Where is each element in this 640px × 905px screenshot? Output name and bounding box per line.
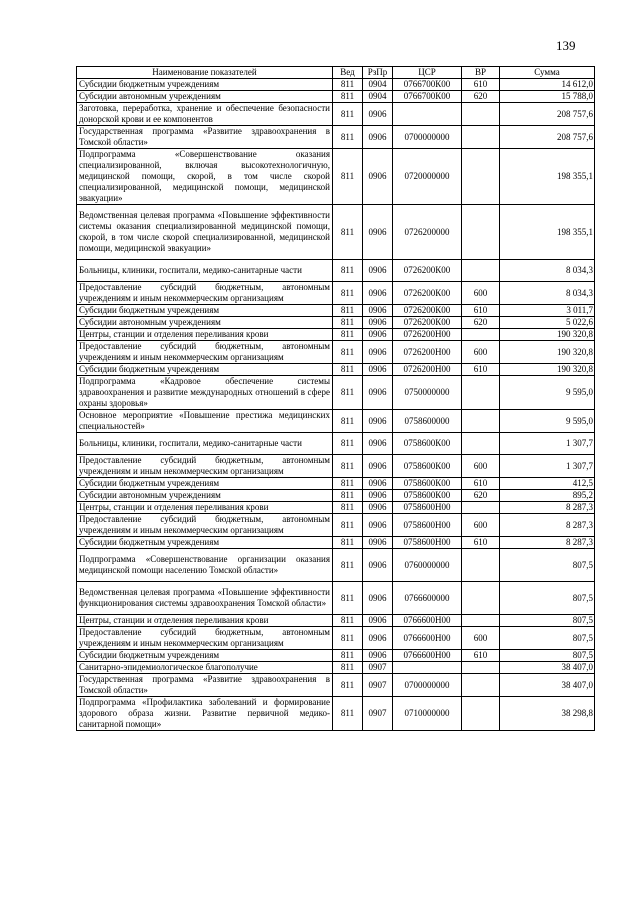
cell-name: Субсидии бюджетным учреждениям (77, 650, 333, 662)
table-row (77, 478, 595, 490)
cell-name: Центры, станции и отделения переливания крови (77, 329, 333, 341)
table-row (77, 341, 595, 364)
table-row (77, 662, 595, 674)
cell-rzpr: 0906 (363, 149, 393, 205)
header-csr: ЦСР (393, 67, 462, 79)
cell-vr (462, 376, 500, 410)
cell-ved: 811 (333, 205, 363, 260)
table-row (77, 260, 595, 282)
cell-ved: 811 (333, 103, 363, 126)
cell-vr: 610 (462, 79, 500, 91)
cell-csr: 0766600000 (393, 582, 462, 615)
table-row (77, 410, 595, 433)
cell-name: Субсидии автономным учреждениям (77, 91, 333, 103)
table-row (77, 364, 595, 376)
page-number: 139 (556, 38, 576, 53)
cell-rzpr: 0906 (363, 627, 393, 650)
table-row (77, 615, 595, 627)
cell-rzpr: 0906 (363, 103, 393, 126)
cell-rzpr: 0906 (363, 537, 393, 549)
cell-rzpr: 0906 (363, 549, 393, 582)
cell-csr (393, 662, 462, 674)
table-row (77, 317, 595, 329)
cell-vr (462, 615, 500, 627)
cell-name: Подпрограмма «Кадровое обеспечение системы здравоохранения и развитие международных отношений в сфере охраны здоровья» (77, 376, 333, 410)
cell-sum: 38 298,8 (500, 697, 595, 731)
cell-rzpr: 0906 (363, 478, 393, 490)
cell-name: Субсидии автономным учреждениям (77, 317, 333, 329)
cell-name: Подпрограмма «Совершенствование организации оказания медицинской помощи населению Томской области» (77, 549, 333, 582)
cell-ved: 811 (333, 514, 363, 537)
cell-ved: 811 (333, 455, 363, 478)
cell-sum: 15 788,0 (500, 91, 595, 103)
cell-name: Субсидии бюджетным учреждениям (77, 364, 333, 376)
cell-vr (462, 410, 500, 433)
header-vr: ВР (462, 67, 500, 79)
cell-ved: 811 (333, 91, 363, 103)
cell-vr: 600 (462, 627, 500, 650)
table-row (77, 549, 595, 582)
cell-csr: 0758600000 (393, 410, 462, 433)
cell-vr: 600 (462, 341, 500, 364)
cell-csr: 0766700К00 (393, 79, 462, 91)
cell-csr: 0726200К00 (393, 282, 462, 305)
cell-sum: 8 287,3 (500, 537, 595, 549)
cell-sum: 38 407,0 (500, 674, 595, 697)
cell-name: Больницы, клиники, госпитали, медико-санитарные части (77, 260, 333, 282)
cell-ved: 811 (333, 537, 363, 549)
table-row (77, 205, 595, 260)
table-header-row (77, 67, 595, 79)
cell-sum: 8 287,3 (500, 502, 595, 514)
table-row (77, 376, 595, 410)
cell-vr (462, 205, 500, 260)
cell-sum: 190 320,8 (500, 329, 595, 341)
cell-csr: 0758600К00 (393, 455, 462, 478)
table-row (77, 91, 595, 103)
table-row (77, 305, 595, 317)
cell-ved: 811 (333, 341, 363, 364)
cell-name: Основное мероприятие «Повышение престижа медицинских специальностей» (77, 410, 333, 433)
header-name: Наименование показателей (77, 67, 333, 79)
table-row (77, 650, 595, 662)
cell-sum: 3 011,7 (500, 305, 595, 317)
cell-rzpr: 0904 (363, 91, 393, 103)
table-row (77, 697, 595, 731)
cell-ved: 811 (333, 490, 363, 502)
table-row (77, 627, 595, 650)
cell-csr: 0766600Н00 (393, 627, 462, 650)
cell-sum: 412,5 (500, 478, 595, 490)
cell-csr: 0766600Н00 (393, 650, 462, 662)
cell-csr: 0758600Н00 (393, 514, 462, 537)
cell-sum: 198 355,1 (500, 205, 595, 260)
cell-rzpr: 0907 (363, 662, 393, 674)
cell-ved: 811 (333, 697, 363, 731)
cell-name: Подпрограмма «Профилактика заболеваний и формирование здорового образа жизни. Развитие первичной медико-санитарной помощи» (77, 697, 333, 731)
cell-rzpr: 0906 (363, 364, 393, 376)
cell-ved: 811 (333, 126, 363, 149)
cell-vr: 610 (462, 650, 500, 662)
cell-rzpr: 0906 (363, 341, 393, 364)
cell-ved: 811 (333, 79, 363, 91)
header-sum: Сумма (500, 67, 595, 79)
cell-sum: 190 320,8 (500, 341, 595, 364)
cell-csr: 0720000000 (393, 149, 462, 205)
cell-rzpr: 0906 (363, 514, 393, 537)
cell-name: Субсидии бюджетным учреждениям (77, 305, 333, 317)
cell-sum: 8 034,3 (500, 282, 595, 305)
header-ved: Вед (333, 67, 363, 79)
cell-csr: 0726200Н00 (393, 341, 462, 364)
cell-name: Больницы, клиники, госпитали, медико-санитарные части (77, 433, 333, 455)
cell-vr (462, 549, 500, 582)
cell-csr: 0726200К00 (393, 317, 462, 329)
cell-sum: 807,5 (500, 650, 595, 662)
cell-rzpr: 0906 (363, 305, 393, 317)
cell-sum: 9 595,0 (500, 410, 595, 433)
cell-sum: 807,5 (500, 582, 595, 615)
cell-sum: 807,5 (500, 627, 595, 650)
cell-sum: 9 595,0 (500, 376, 595, 410)
cell-name: Предоставление субсидий бюджетным, автономным учреждениям и иным некоммерческим организациям (77, 514, 333, 537)
cell-ved: 811 (333, 282, 363, 305)
cell-name: Ведомственная целевая программа «Повышение эффективности функционирования системы здравоохранения Томской области» (77, 582, 333, 615)
table-row (77, 329, 595, 341)
cell-rzpr: 0906 (363, 376, 393, 410)
cell-csr: 0760000000 (393, 549, 462, 582)
cell-sum: 1 307,7 (500, 455, 595, 478)
cell-rzpr: 0906 (363, 329, 393, 341)
cell-ved: 811 (333, 376, 363, 410)
cell-ved: 811 (333, 662, 363, 674)
cell-vr: 600 (462, 282, 500, 305)
budget-table (76, 66, 595, 731)
cell-rzpr: 0906 (363, 490, 393, 502)
table-row (77, 502, 595, 514)
cell-rzpr: 0906 (363, 260, 393, 282)
cell-name: Ведомственная целевая программа «Повышение эффективности системы оказания специализированной медицинской помощи, скорой, в том числе скорой специализированной, медицинской помощи, медицинской эвакуации» (77, 205, 333, 260)
cell-rzpr: 0906 (363, 433, 393, 455)
cell-rzpr: 0906 (363, 410, 393, 433)
cell-ved: 811 (333, 433, 363, 455)
cell-vr: 600 (462, 455, 500, 478)
cell-vr (462, 260, 500, 282)
cell-rzpr: 0906 (363, 455, 393, 478)
cell-name: Субсидии бюджетным учреждениям (77, 537, 333, 549)
cell-name: Государственная программа «Развитие здравоохранения в Томской области» (77, 126, 333, 149)
cell-sum: 8 034,3 (500, 260, 595, 282)
cell-sum: 8 287,3 (500, 514, 595, 537)
cell-name: Центры, станции и отделения переливания крови (77, 615, 333, 627)
cell-vr: 600 (462, 514, 500, 537)
table-row (77, 149, 595, 205)
cell-ved: 811 (333, 650, 363, 662)
cell-csr: 0700000000 (393, 126, 462, 149)
table-row (77, 514, 595, 537)
cell-csr: 0726200К00 (393, 305, 462, 317)
cell-ved: 811 (333, 410, 363, 433)
cell-csr (393, 103, 462, 126)
cell-csr: 0726200К00 (393, 260, 462, 282)
cell-vr (462, 149, 500, 205)
cell-name: Предоставление субсидий бюджетным, автономным учреждениям и иным некоммерческим организациям (77, 455, 333, 478)
cell-name: Центры, станции и отделения переливания крови (77, 502, 333, 514)
header-rzpr: РзПр (363, 67, 393, 79)
cell-ved: 811 (333, 149, 363, 205)
cell-csr: 0700000000 (393, 674, 462, 697)
cell-ved: 811 (333, 364, 363, 376)
cell-sum: 5 022,6 (500, 317, 595, 329)
cell-csr: 0710000000 (393, 697, 462, 731)
cell-rzpr: 0906 (363, 582, 393, 615)
cell-name: Предоставление субсидий бюджетным, автономным учреждениям и иным некоммерческим организациям (77, 282, 333, 305)
cell-sum: 807,5 (500, 615, 595, 627)
cell-ved: 811 (333, 549, 363, 582)
cell-csr: 0758600К00 (393, 478, 462, 490)
cell-ved: 811 (333, 627, 363, 650)
cell-name: Санитарно-эпидемиологическое благополучие (77, 662, 333, 674)
table-row (77, 79, 595, 91)
cell-name: Субсидии бюджетным учреждениям (77, 79, 333, 91)
cell-sum: 895,2 (500, 490, 595, 502)
cell-vr: 610 (462, 305, 500, 317)
cell-csr: 0766600Н00 (393, 615, 462, 627)
table-row (77, 537, 595, 549)
cell-name: Субсидии бюджетным учреждениям (77, 478, 333, 490)
cell-vr (462, 697, 500, 731)
cell-ved: 811 (333, 478, 363, 490)
cell-vr (462, 674, 500, 697)
cell-name: Государственная программа «Развитие здравоохранения в Томской области» (77, 674, 333, 697)
cell-sum: 807,5 (500, 549, 595, 582)
cell-name: Субсидии автономным учреждениям (77, 490, 333, 502)
table-row (77, 282, 595, 305)
cell-ved: 811 (333, 582, 363, 615)
cell-sum: 190 320,8 (500, 364, 595, 376)
cell-vr (462, 126, 500, 149)
cell-rzpr: 0906 (363, 650, 393, 662)
cell-rzpr: 0906 (363, 502, 393, 514)
cell-vr (462, 433, 500, 455)
cell-csr: 0726200Н00 (393, 329, 462, 341)
table-row (77, 103, 595, 126)
cell-csr: 0766700К00 (393, 91, 462, 103)
cell-vr: 610 (462, 537, 500, 549)
cell-name: Предоставление субсидий бюджетным, автономным учреждениям и иным некоммерческим организациям (77, 341, 333, 364)
cell-rzpr: 0906 (363, 317, 393, 329)
cell-csr: 0726200Н00 (393, 364, 462, 376)
cell-name: Заготовка, переработка, хранение и обеспечение безопасности донорской крови и ее компонентов (77, 103, 333, 126)
cell-vr: 610 (462, 478, 500, 490)
cell-csr: 0758600Н00 (393, 537, 462, 549)
cell-sum: 198 355,1 (500, 149, 595, 205)
cell-vr (462, 582, 500, 615)
table-row (77, 433, 595, 455)
cell-ved: 811 (333, 615, 363, 627)
cell-sum: 1 307,7 (500, 433, 595, 455)
cell-vr (462, 662, 500, 674)
cell-csr: 0750000000 (393, 376, 462, 410)
cell-vr: 620 (462, 91, 500, 103)
cell-rzpr: 0906 (363, 205, 393, 260)
cell-rzpr: 0906 (363, 615, 393, 627)
cell-vr: 620 (462, 317, 500, 329)
cell-rzpr: 0907 (363, 674, 393, 697)
cell-sum: 14 612,0 (500, 79, 595, 91)
table-row (77, 126, 595, 149)
cell-vr: 610 (462, 364, 500, 376)
table-row (77, 674, 595, 697)
cell-ved: 811 (333, 329, 363, 341)
cell-csr: 0758600К00 (393, 433, 462, 455)
table-row (77, 455, 595, 478)
table-row (77, 490, 595, 502)
cell-csr: 0726200000 (393, 205, 462, 260)
cell-rzpr: 0904 (363, 79, 393, 91)
cell-sum: 208 757,6 (500, 103, 595, 126)
cell-ved: 811 (333, 317, 363, 329)
cell-vr (462, 103, 500, 126)
cell-ved: 811 (333, 502, 363, 514)
cell-name: Предоставление субсидий бюджетным, автономным учреждениям и иным некоммерческим организациям (77, 627, 333, 650)
cell-rzpr: 0906 (363, 126, 393, 149)
cell-csr: 0758600Н00 (393, 502, 462, 514)
cell-ved: 811 (333, 260, 363, 282)
cell-ved: 811 (333, 305, 363, 317)
table-row (77, 582, 595, 615)
cell-vr (462, 329, 500, 341)
cell-csr: 0758600К00 (393, 490, 462, 502)
cell-rzpr: 0907 (363, 697, 393, 731)
cell-vr: 620 (462, 490, 500, 502)
cell-ved: 811 (333, 674, 363, 697)
cell-sum: 38 407,0 (500, 662, 595, 674)
cell-vr (462, 502, 500, 514)
cell-rzpr: 0906 (363, 282, 393, 305)
cell-sum: 208 757,6 (500, 126, 595, 149)
cell-name: Подпрограмма «Совершенствование оказания специализированной, включая высокотехнологичную, медицинской помощи, скорой, в том числе скорой специализированной, медицинской помощи, медицинской эвакуации» (77, 149, 333, 205)
